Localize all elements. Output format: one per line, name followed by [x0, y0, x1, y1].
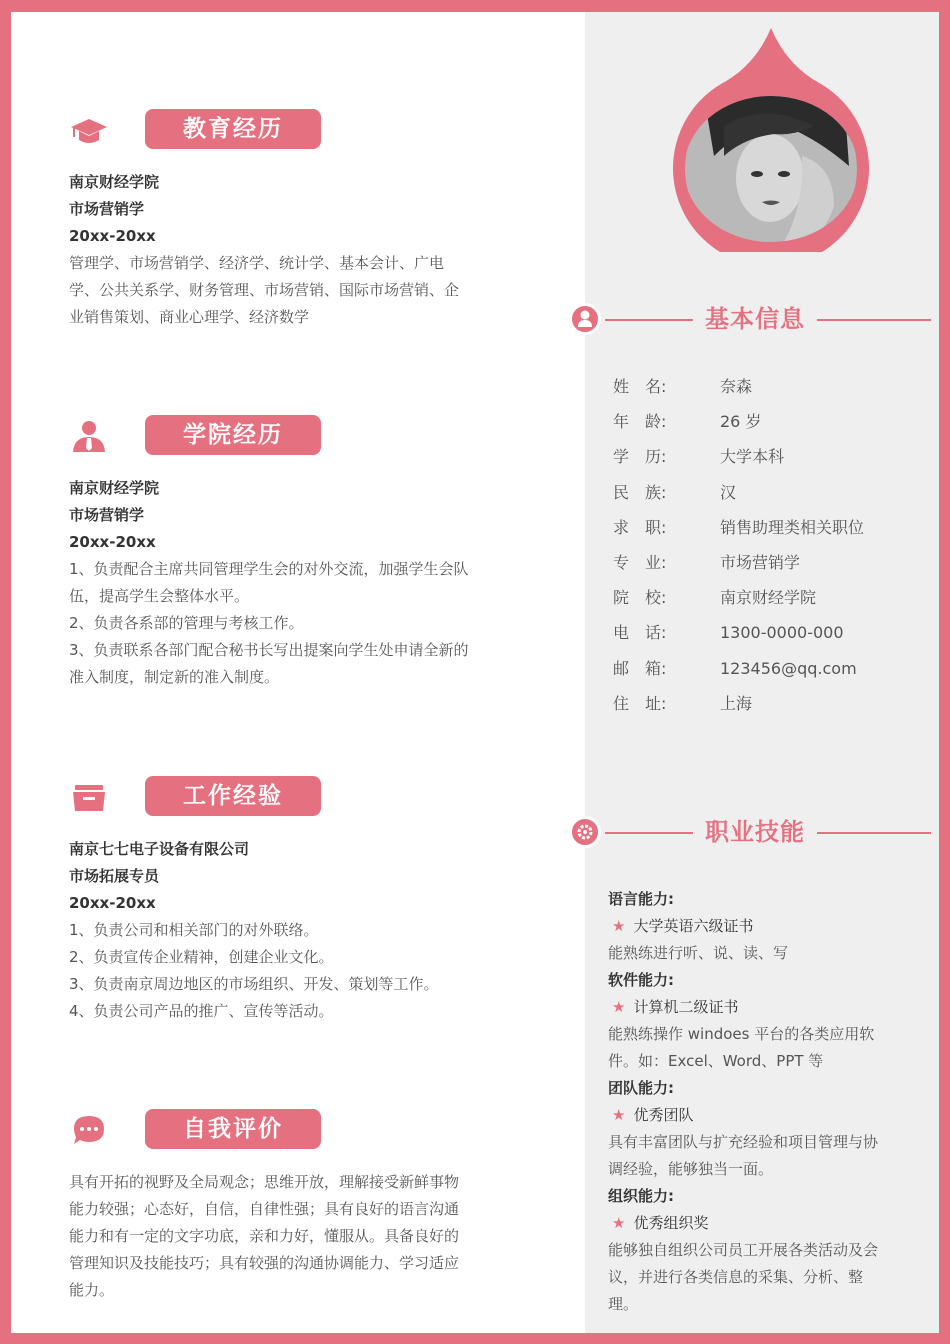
- self-section: [69, 1109, 509, 1304]
- skill-cert: [608, 913, 928, 940]
- education-major: 市场营销学: [69, 200, 145, 218]
- self-line: 能力较强；心态好，自信，自律性强；具有良好的语言沟通: [69, 1200, 460, 1218]
- college-school: 南京财经学院: [69, 479, 160, 497]
- avatar: [684, 96, 858, 242]
- skill-cert: [608, 994, 928, 1021]
- info-row-age: [613, 409, 933, 444]
- college-line: 3、负责联系各部门配合秘书长写出提案向学生处申请全新的: [69, 641, 469, 659]
- skills-title: 职业技能: [705, 818, 805, 846]
- work-period: 20xx-20xx: [69, 894, 156, 912]
- star-icon: ★: [612, 917, 626, 935]
- education-period: 20xx-20xx: [69, 227, 156, 245]
- info-value: 26 岁: [720, 412, 762, 432]
- education-header: [69, 109, 509, 153]
- work-header: [69, 776, 509, 820]
- skill-cert-label: 计算机二级证书: [633, 998, 739, 1016]
- skill-cert: [608, 1102, 928, 1129]
- info-row-address: [613, 691, 933, 726]
- skill-cert: [608, 1210, 928, 1237]
- basic-info-header: [569, 301, 931, 337]
- work-line: 3、负责南京周边地区的市场组织、开发、策划等工作。: [69, 975, 439, 993]
- info-row-major: [613, 550, 933, 585]
- skill-desc: 调经验，能够独当一面。: [608, 1160, 774, 1178]
- info-value: 123456@qq.com: [720, 658, 857, 678]
- info-key: 专 业:: [613, 552, 667, 572]
- work-position: 市场拓展专员: [69, 867, 160, 885]
- info-row-school: [613, 585, 933, 620]
- info-key: 学 历:: [613, 447, 667, 467]
- info-row-ethnicity: [613, 480, 933, 515]
- education-line: 业销售策划、商业心理学、经济数学: [69, 308, 310, 326]
- education-section: [69, 109, 509, 331]
- skill-category: 软件能力:: [608, 971, 674, 989]
- skill-desc: 能熟练进行听、说、读、写: [608, 944, 789, 962]
- info-value: 市场营销学: [720, 552, 801, 572]
- work-line: 2、负责宣传企业精神，创建企业文化。: [69, 948, 334, 966]
- info-key: 电 话:: [613, 623, 667, 643]
- skills-header: [569, 814, 931, 850]
- self-line: 具有开拓的视野及全局观念；思维开放，理解接受新鲜事物: [69, 1173, 460, 1191]
- work-line: 1、负责公司和相关部门的对外联络。: [69, 921, 319, 939]
- self-line: 能力。: [69, 1281, 115, 1299]
- info-value: 奈森: [720, 377, 753, 396]
- star-icon: ★: [612, 998, 626, 1016]
- college-major: 市场营销学: [69, 506, 145, 524]
- skill-desc: 件。如：Excel、Word、PPT 等: [608, 1052, 824, 1070]
- star-icon: ★: [612, 1106, 626, 1124]
- basic-info-title: 基本信息: [705, 305, 805, 333]
- skill-cert-label: 优秀团队: [633, 1106, 694, 1124]
- info-value: 上海: [720, 693, 753, 713]
- skill-category: 语言能力:: [608, 890, 674, 908]
- education-school: 南京财经学院: [69, 173, 160, 191]
- skill-cert-label: 大学英语六级证书: [633, 917, 754, 935]
- work-line: 4、负责公司产品的推广、宣传等活动。: [69, 1002, 334, 1020]
- skill-desc: 具有丰富团队与扩充经验和项目管理与协: [608, 1133, 879, 1151]
- skills-list: [608, 886, 928, 1318]
- self-header: [69, 1109, 509, 1153]
- divider-line: [817, 319, 931, 321]
- info-value: 汉: [720, 482, 737, 502]
- info-row-phone: [613, 620, 933, 655]
- info-key: 姓 名:: [613, 377, 667, 396]
- college-header: [69, 415, 509, 459]
- info-key: 年 龄:: [613, 412, 667, 432]
- info-value: 大学本科: [720, 447, 785, 467]
- college-line: 2、负责各系部的管理与考核工作。: [69, 614, 304, 632]
- college-section: [69, 415, 509, 691]
- college-title: 学院经历: [145, 415, 321, 455]
- info-value: 南京财经学院: [720, 588, 817, 608]
- briefcase-icon: [69, 780, 109, 814]
- education-title: 教育经历: [145, 109, 321, 149]
- skill-desc: 议，并进行各类信息的采集、分析、整: [608, 1268, 864, 1286]
- work-company: 南京七七电子设备有限公司: [69, 840, 250, 858]
- skill-category: 组织能力:: [608, 1187, 674, 1205]
- divider-line: [817, 832, 931, 834]
- college-line: 1、负责配合主席共同管理学生会的对外交流，加强学生会队: [69, 560, 469, 578]
- divider-line: [605, 832, 693, 834]
- college-line: 准入制度，制定新的准入制度。: [69, 668, 280, 686]
- user-tie-icon: [69, 419, 109, 453]
- info-key: 民 族:: [613, 482, 667, 502]
- work-section: [69, 776, 509, 1025]
- info-key: 院 校:: [613, 588, 667, 608]
- info-row-email: [613, 656, 933, 691]
- education-line: 管理学、市场营销学、经济学、统计学、基本会计、广电: [69, 254, 445, 272]
- info-row-education: [613, 444, 933, 479]
- self-line: 管理知识及技能技巧；具有较强的沟通协调能力、学习适应: [69, 1254, 460, 1272]
- self-line: 能力和有一定的文字功底，亲和力好，懂服从。具备良好的: [69, 1227, 460, 1245]
- info-key: 邮 箱:: [613, 658, 667, 678]
- skill-desc: 理。: [608, 1295, 639, 1313]
- college-period: 20xx-20xx: [69, 533, 156, 551]
- education-line: 学、公共关系学、财务管理、市场营销、国际市场营销、企: [69, 281, 460, 299]
- chat-bubble-icon: [69, 1113, 109, 1147]
- skill-cert-label: 优秀组织奖: [633, 1214, 709, 1232]
- skill-category: 团队能力:: [608, 1079, 674, 1097]
- skill-desc: 能够独自组织公司员工开展各类活动及会: [608, 1241, 879, 1259]
- info-row-name: [613, 374, 933, 409]
- graduation-cap-icon: [69, 113, 109, 147]
- info-row-job: [613, 515, 933, 550]
- info-key: 住 址:: [613, 693, 667, 713]
- info-value: 1300-0000-000: [720, 623, 844, 643]
- work-title: 工作经验: [145, 776, 321, 816]
- info-value: 销售助理类相关职位: [720, 517, 865, 537]
- college-line: 伍，提高学生会整体水平。: [69, 587, 250, 605]
- gear-icon: [569, 816, 601, 848]
- info-key: 求 职:: [613, 517, 667, 537]
- divider-line: [605, 319, 693, 321]
- person-icon: [569, 303, 601, 335]
- star-icon: ★: [612, 1214, 626, 1232]
- self-title: 自我评价: [145, 1109, 321, 1149]
- basic-info-list: [613, 374, 933, 726]
- skill-desc: 能熟练操作 windoes 平台的各类应用软: [608, 1025, 875, 1043]
